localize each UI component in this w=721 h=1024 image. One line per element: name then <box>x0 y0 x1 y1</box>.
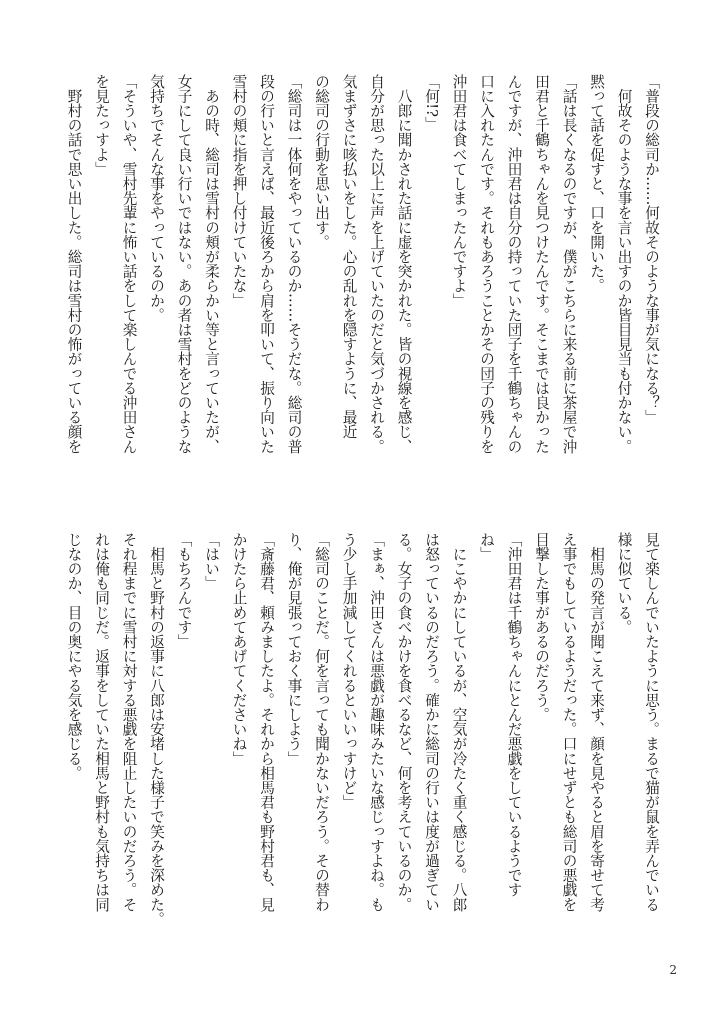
text-line: れは俺も同じだ。返事をしていた相馬と野村も気持ちは同 <box>93 532 110 912</box>
text-line: る。女子の食べかけを食べるなど、何を考えているのか。 <box>395 532 413 912</box>
text-line: 相馬の発言が聞こえて来ず、顔を見やると眉を寄せて考 <box>588 532 605 912</box>
text-line: は怒っているのだろう。確かに総司の行いは度が過ぎてい <box>423 532 440 912</box>
text-line: 「もちろんです」 <box>175 532 193 649</box>
text-line: 女子にして良い行いではない。あの者は雪村をどのような <box>175 74 193 454</box>
text-line: う少し手加減してくれるといいっすけど」 <box>340 532 358 810</box>
page-number: 2 <box>669 963 677 977</box>
text-line: え事でもしているようだった。口にせずとも総司の悪戯を <box>560 532 578 912</box>
text-line: 気持ちでそんな事をやっているのか。 <box>148 74 165 323</box>
text-line: 「何!?」 <box>423 74 440 132</box>
text-line: あの時、総司は雪村の頬が柔らかい等と言っていたが、 <box>203 74 220 454</box>
text-line: 黙って話を促すと、口を開いた。 <box>588 74 605 293</box>
text-line: 相馬と野村の返事に八郎は安堵した様子で笑みを深めた。 <box>148 532 165 927</box>
text-line: 気まずさに咳払いをした。心の乱れを隠すように、最近 <box>340 74 358 439</box>
text-line: 野村の話で思い出した。総司は雪村の怖がっている顔を <box>65 74 83 454</box>
text-line: 「普段の総司か……何故そのような事が気になる？」 <box>643 74 660 425</box>
text-line: を見たっすよ」 <box>93 74 110 177</box>
text-line: 目撃した事があるのだろう。 <box>533 532 550 722</box>
text-line: 口に入れたんです。それもあろうことかその団子の残りを <box>478 74 495 454</box>
text-line: 「まぁ、沖田さんは悪戯が趣味みたいな感じっすよね。も <box>368 532 385 912</box>
text-line: 何故そのような事を言い出すのか皆目見当も付かない。 <box>615 74 633 454</box>
text-line: 段の行いと言えば、最近後ろから肩を叩いて、振り向いた <box>258 74 275 454</box>
text-line: 田君と千鶴ちゃんを見つけたんです。そこまでは良かった <box>533 74 550 454</box>
text-line: り、俺が見張っておく事にしよう」 <box>285 532 303 766</box>
text-line: 沖田君は食べてしまったんですよ」 <box>450 74 468 308</box>
text-line: 「そういや、雪村先輩に怖い話をして楽しんでる沖田さん <box>120 74 138 454</box>
text-line: 自分が思った以上に声を上げていたのだと気づかされる。 <box>368 74 385 454</box>
text-block-top <box>65 74 665 502</box>
text-line: 見て楽しんでいたように思う。まるで猫が鼠を弄んでいる <box>643 532 660 912</box>
text-line: 八郎に聞かされた話に虚を突かれた。皆の視線を感じ、 <box>395 74 413 454</box>
text-line: 「総司のことだ。何を言っても聞かないだろう。その替わ <box>313 532 330 912</box>
text-line: ね」 <box>478 532 495 562</box>
text-line: 「斎藤君、頼みましたよ。それから相馬君も野村君も、見 <box>258 532 275 912</box>
text-line: じなのか、目の奥にやる気を感じる。 <box>65 532 83 781</box>
text-line: 「はい」 <box>203 532 220 591</box>
text-line: んですが、沖田君は自分の持っていた団子を千鶴ちゃんの <box>505 74 523 454</box>
text-line: 「総司は一体何をやっているのか……そうだな。総司の普 <box>285 74 303 454</box>
text-line: 「沖田君は千鶴ちゃんにとんだ悪戯をしているようです <box>505 532 523 897</box>
text-line: の総司の行動を思い出す。 <box>313 74 330 250</box>
text-line: にこやかにしているが、空気が冷たく重く感じる。八郎 <box>450 532 468 912</box>
text-line: それ程までに雪村に対する悪戯を阻止したいのだろう。そ <box>120 532 138 912</box>
text-block-bottom <box>65 532 665 960</box>
text-line: 「話は長くなるのですが、僕がこちらに来る前に茶屋で沖 <box>560 74 578 454</box>
text-line: かけたら止めてあげてくださいね」 <box>230 532 248 766</box>
text-line: 様に似ている。 <box>615 532 633 635</box>
text-line: 雪村の頬に指を押し付けていたな」 <box>230 74 248 308</box>
